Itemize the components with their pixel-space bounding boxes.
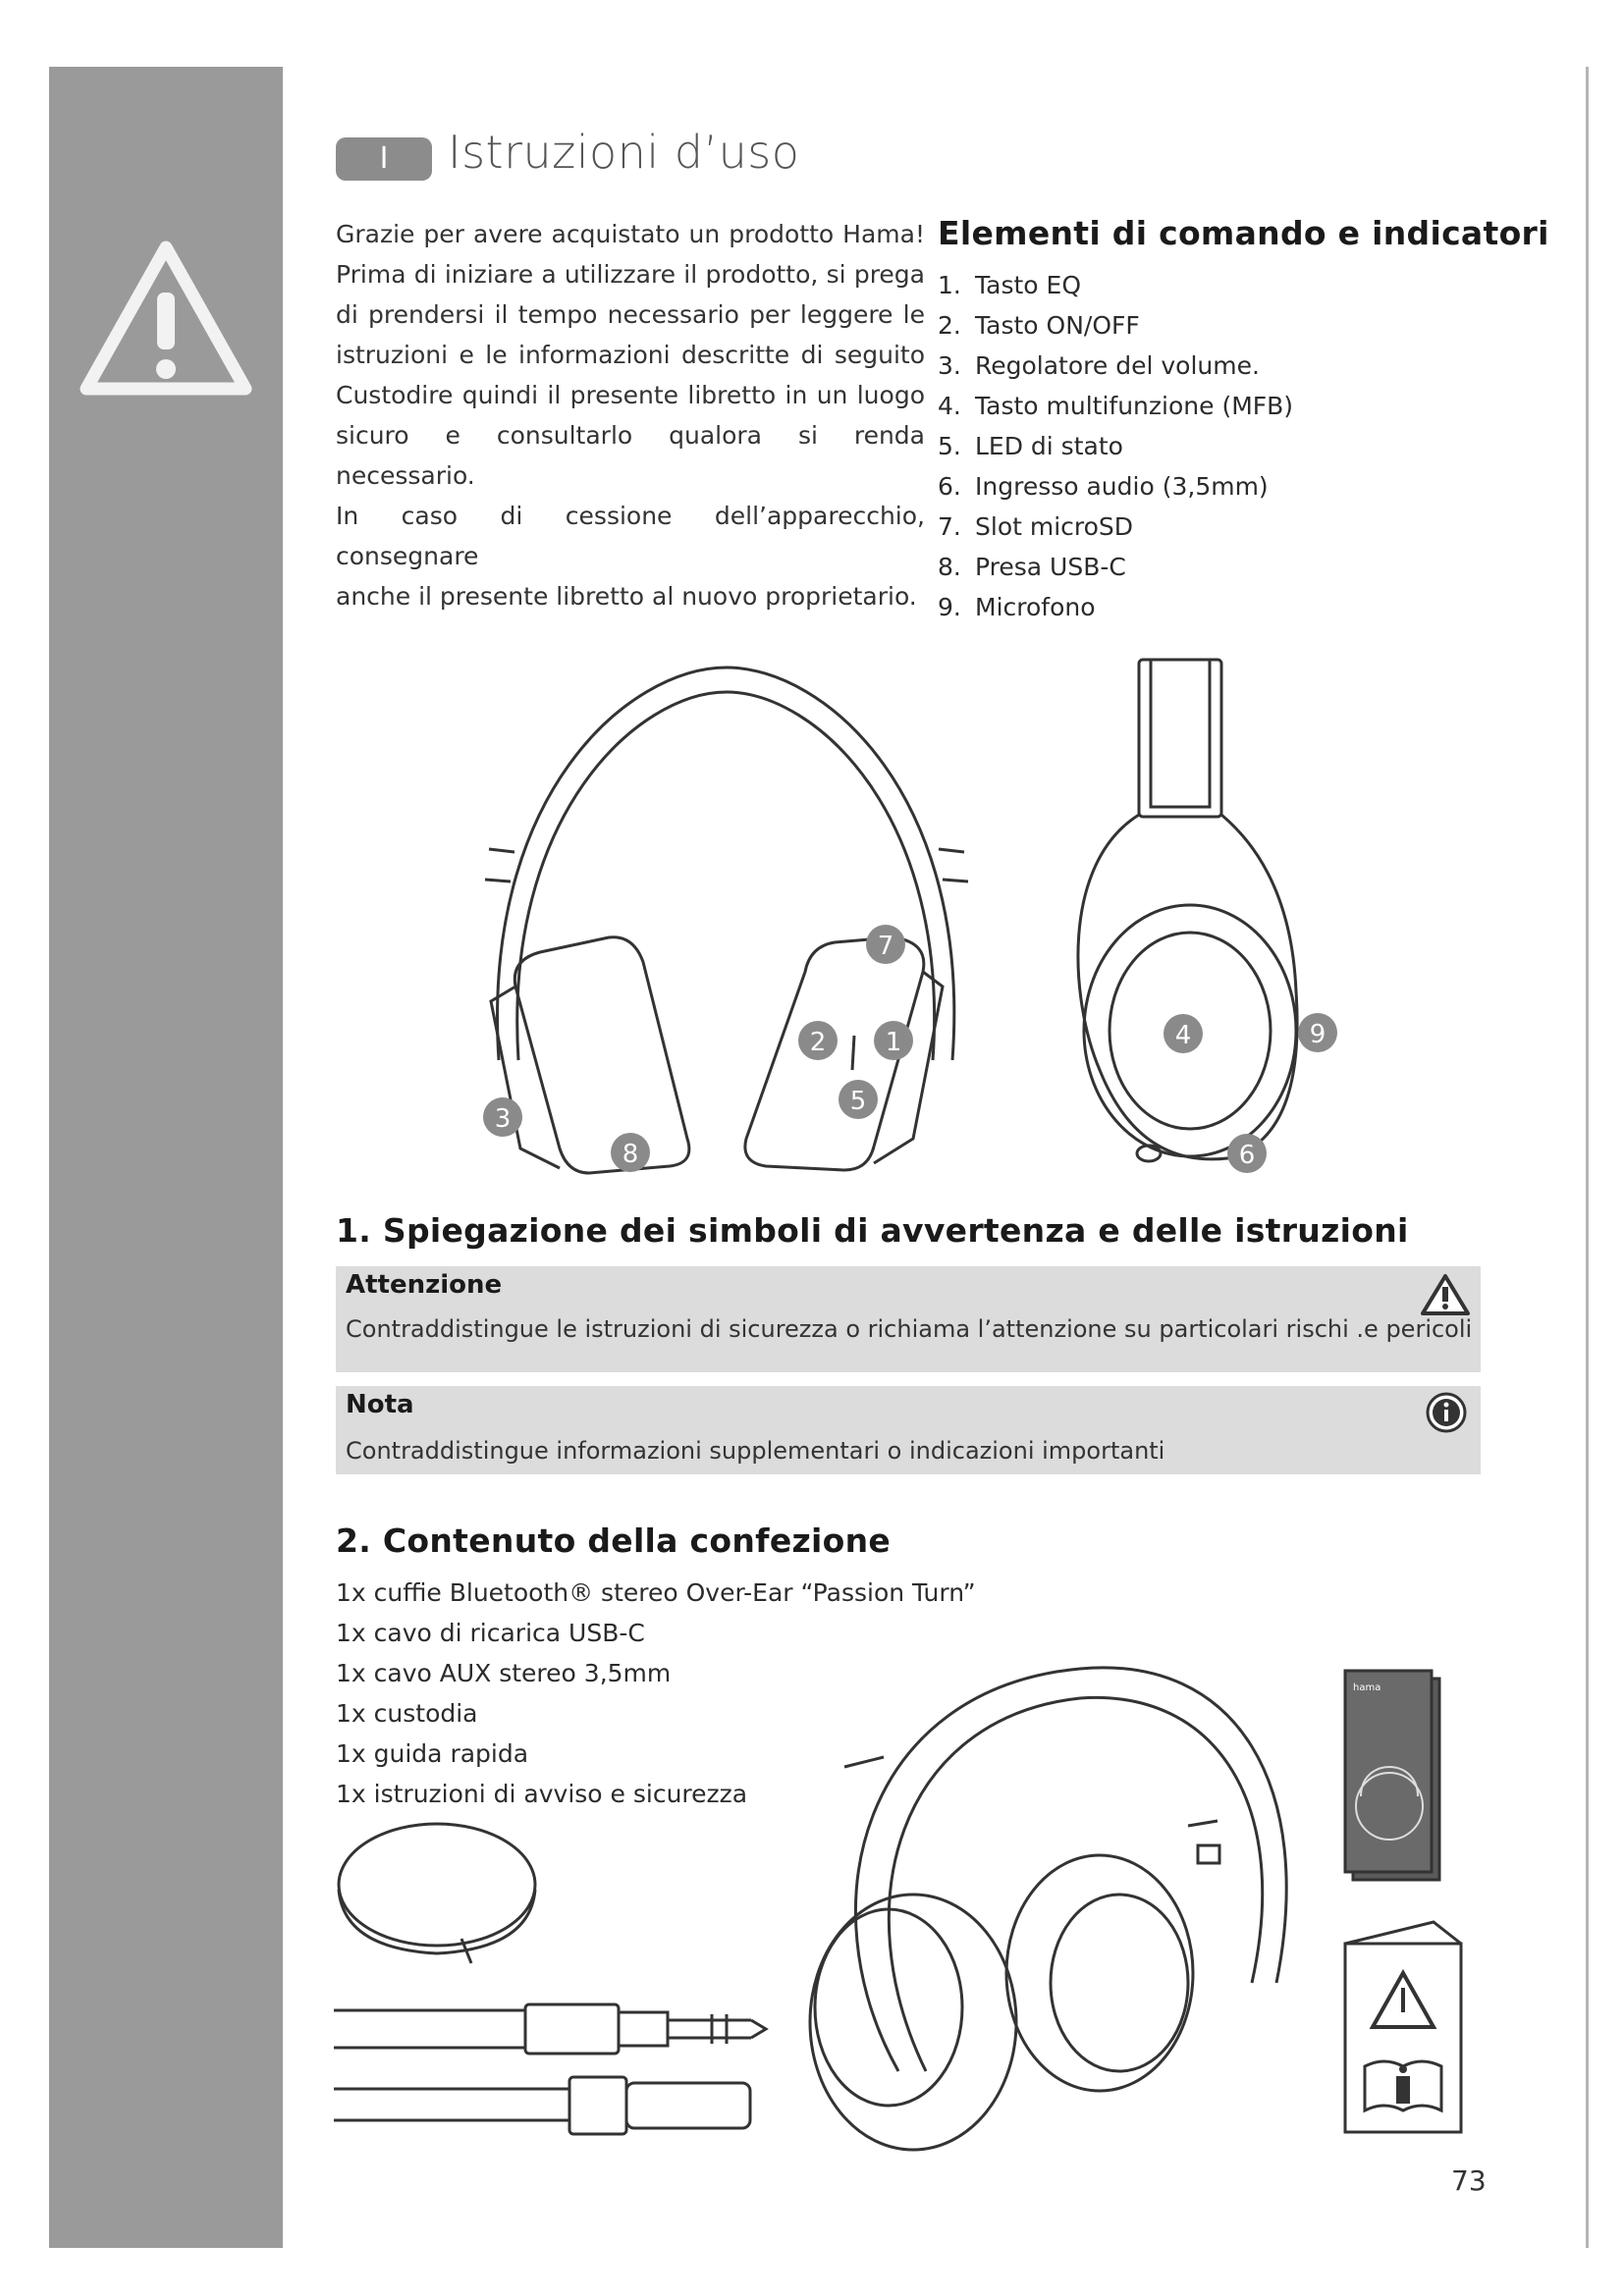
list-item: 1. Tasto EQ: [938, 271, 1081, 299]
note-label: Nota: [346, 1390, 414, 1419]
page-title: Istruzioni d’uso: [448, 126, 800, 179]
warning-box: [336, 1266, 1481, 1372]
callout-label: 9: [1309, 1020, 1326, 1049]
callout-label: 3: [494, 1104, 512, 1134]
warning-label: Attenzione: [346, 1270, 503, 1300]
note-box: [336, 1386, 1481, 1474]
list-item: 1x guida rapida: [336, 1739, 529, 1768]
controls-list: [938, 265, 1293, 627]
intro-paragraph: [336, 214, 925, 616]
list-item: 7. Slot microSD: [938, 512, 1134, 541]
intro-line: istruzioni e le informazioni descritte di seguito: [336, 341, 925, 369]
pouch: [339, 1824, 535, 1946]
language-badge: I: [336, 137, 432, 181]
quick-guide-brand: hama: [1353, 1682, 1381, 1693]
intro-line: Prima di iniziare a utilizzare il prodotto, si prega: [336, 260, 925, 289]
page-edge-line: [1586, 67, 1589, 2248]
info-circle-icon: [1424, 1390, 1469, 1435]
callout-label: 7: [877, 932, 894, 961]
intro-line: Grazie per avere acquistato un prodotto Hama!: [336, 220, 925, 248]
list-item: 1x custodia: [336, 1699, 478, 1728]
callout-label: 5: [849, 1087, 867, 1116]
list-item: 1x cavo di ricarica USB-C: [336, 1619, 645, 1647]
intro-line: sicuro e consultarlo qualora si renda necessario.: [336, 421, 925, 490]
note-text: Contraddistingue informazioni supplementari o indicazioni importanti: [346, 1437, 1165, 1465]
manual-book-icon: [1396, 2076, 1410, 2104]
list-item: 9. Microfono: [938, 593, 1096, 621]
intro-line: anche il presente libretto al nuovo proprietario.: [336, 582, 917, 611]
callout-label: 8: [622, 1140, 639, 1169]
callout-label: 6: [1238, 1141, 1256, 1170]
list-item: 1x istruzioni di avviso e sicurezza: [336, 1780, 748, 1808]
list-item: 6. Ingresso audio (3,5mm): [938, 472, 1269, 501]
list-item: 8. Presa USB-C: [938, 553, 1126, 581]
callout-label: 4: [1174, 1021, 1192, 1050]
warning-triangle-icon: [49, 216, 283, 412]
intro-line: Custodire quindi il presente libretto in un luogo: [336, 381, 925, 409]
figure-callouts: [483, 925, 1337, 1173]
list-item: 5. LED di stato: [938, 432, 1123, 460]
warning-triangle-icon: [1420, 1272, 1471, 1317]
section-heading: 1. Spiegazione dei simboli di avvertenza e delle istruzioni: [336, 1211, 1409, 1250]
sidebar-band: [49, 67, 283, 2248]
page-number: 73: [1451, 2164, 1487, 2197]
callout-label: 2: [809, 1028, 827, 1057]
warning-text: Contraddistingue le istruzioni di sicurezza o richiama l’attenzione su particolari rischi .e pericoli: [346, 1315, 1473, 1343]
intro-line: In caso di cessione dell’apparecchio, consegnare: [336, 502, 925, 570]
list-item: 1x cavo AUX stereo 3,5mm: [336, 1659, 672, 1687]
headphones-diagram: [461, 648, 1365, 1198]
controls-heading: Elementi di comando e indicatori: [938, 214, 1549, 252]
list-item: 3. Regolatore del volume.: [938, 351, 1260, 380]
list-item: 2. Tasto ON/OFF: [938, 311, 1140, 340]
intro-line: di prendersi il tempo necessario per leggere le: [336, 300, 925, 329]
list-item: 4. Tasto multifunzione (MFB): [938, 392, 1294, 420]
section-heading: 2. Contenuto della confezione: [336, 1522, 892, 1560]
list-item: 1x cuffie Bluetooth® stereo Over-Ear “Passion Turn”: [336, 1578, 976, 1607]
package-contents-illustration: [334, 1610, 1492, 2160]
callout-label: 1: [885, 1028, 902, 1057]
